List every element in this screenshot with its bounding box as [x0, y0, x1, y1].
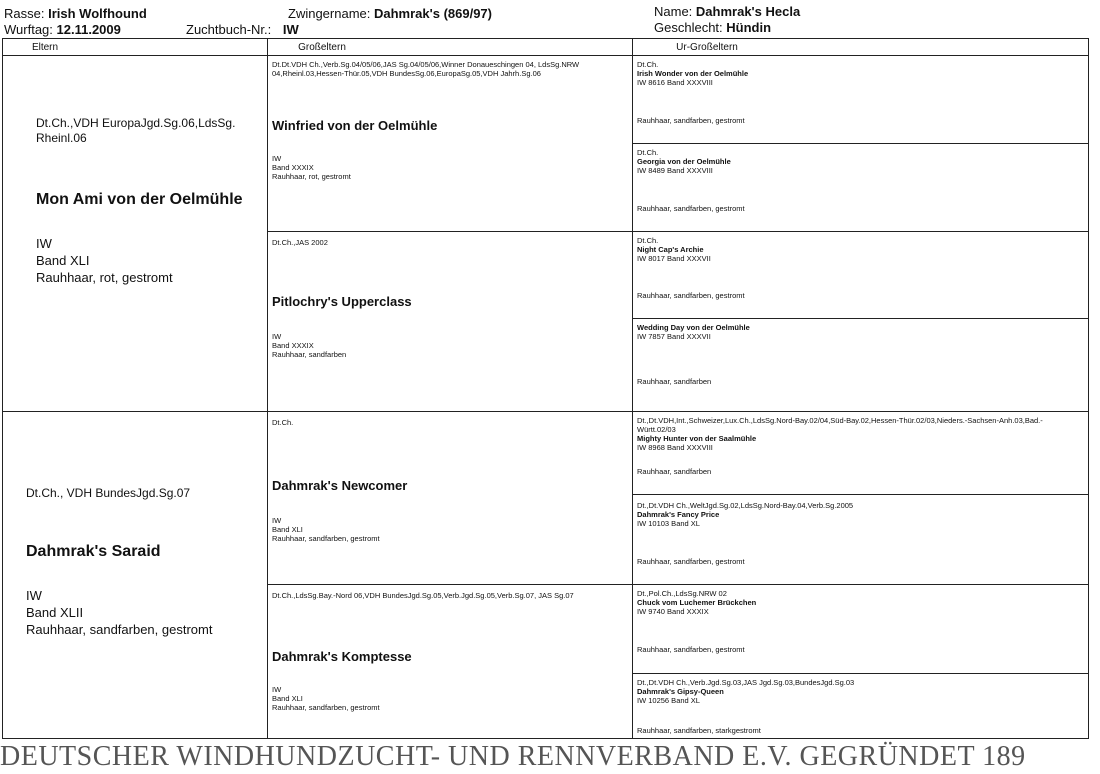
- grandparent-coat: Rauhhaar, sandfarben, gestromt: [272, 534, 380, 543]
- grandparent-coat: Rauhhaar, sandfarben: [272, 350, 347, 359]
- birth-label: Wurftag:: [4, 22, 53, 37]
- birth-value: 12.11.2009: [56, 22, 121, 37]
- great-grandparent-name: Chuck vom Luchemer Brückchen: [637, 598, 757, 607]
- great-grandparent-coat: Rauhhaar, sandfarben: [637, 467, 712, 476]
- great-grandparent-titles: Dt.Ch.: [637, 60, 659, 69]
- name-value: Dahmrak's Hecla: [695, 4, 801, 19]
- kennel-field: [288, 6, 492, 21]
- great-grandparent-reg: IW 10103 Band XL: [637, 519, 700, 528]
- great-grandparent-coat: Rauhhaar, sandfarben: [637, 377, 712, 386]
- great-grandparent-6: [633, 495, 1089, 584]
- grandparent-breed-code: IW: [272, 685, 282, 694]
- association-footer: DEUTSCHER WINDHUNDZUCHT- UND RENNVERBAND E.V. GEGRÜNDET 189: [0, 741, 1026, 772]
- kennel-label: Zwingername:: [288, 6, 371, 21]
- great-grandparent-3: [633, 232, 1089, 318]
- parent-coat: Rauhhaar, rot, gestromt: [36, 270, 173, 285]
- great-grandparent-4: [633, 319, 1089, 411]
- sex-label: Geschlecht:: [654, 20, 723, 35]
- great-grandparent-coat: Rauhhaar, sandfarben, starkgestromt: [637, 726, 761, 735]
- great-grandparent-titles: Dt.,Dt.VDH Ch.,Verb.Jgd.Sg.03,JAS Jgd.Sg.03,BundesJgd.Sg.03: [637, 678, 855, 687]
- grandparent-1: [268, 56, 632, 231]
- studbook-label: Zuchtbuch-Nr.:: [186, 22, 272, 37]
- great-grandparent-reg: IW 10256 Band XL: [637, 696, 700, 705]
- great-grandparent-reg: IW 8017 Band XXXVII: [637, 254, 711, 263]
- parent-name: Mon Ami von der Oelmühle: [36, 191, 243, 208]
- great-grandparent-name: Dahmrak's Gipsy-Queen: [637, 687, 724, 696]
- great-grandparent-name: Irish Wonder von der Oelmühle: [637, 69, 749, 78]
- great-grandparent-titles: Dt.,Dt.VDH,Int.,Schweizer,Lux.Ch.,LdsSg.Nord-Bay.02/04,Süd-Bay.02,Hessen-Thür.02/03,Nieders.-Sachsen-Anh.03,Bad.-Württ.02/03: [637, 416, 1043, 434]
- column-header-parents: Eltern: [31, 42, 59, 53]
- grandparent-titles: Dt.Ch.,JAS 2002: [272, 238, 328, 247]
- great-grandparent-name: Night Cap's Archie: [637, 245, 704, 254]
- grandparent-name: Dahmrak's Newcomer: [272, 478, 408, 493]
- great-grandparent-2: [633, 144, 1089, 231]
- great-grandparent-1: [633, 56, 1089, 143]
- great-grandparent-coat: Rauhhaar, sandfarben, gestromt: [637, 204, 745, 213]
- grandparent-titles: Dt.Dt.VDH Ch.,Verb.Sg.04/05/06,JAS Sg.04/05/06,Winner Donaueschingen 04, LdsSg.NRW 04,Rheinl.03,Hessen-Thür.05,VDH BundesSg.06,EuropaSg.05,VDH Jahrh.Sg.06: [272, 60, 580, 78]
- grandparent-band: Band XXXIX: [272, 341, 314, 350]
- great-grandparent-coat: Rauhhaar, sandfarben, gestromt: [637, 116, 745, 125]
- sex-field: [654, 20, 771, 35]
- parent-breed-code: IW: [26, 588, 42, 603]
- great-grandparent-titles: Dt.,Pol.Ch.,LdsSg.NRW 02: [637, 589, 727, 598]
- kennel-value: Dahmrak's (869/97): [374, 6, 492, 21]
- breed-value: Irish Wolfhound: [48, 6, 147, 21]
- great-grandparent-titles: Dt.Ch.: [637, 148, 659, 157]
- great-grandparent-name: Dahmrak's Fancy Price: [637, 510, 720, 519]
- great-grandparent-name: Wedding Day von der Oelmühle: [637, 323, 750, 332]
- great-grandparent-titles: Dt.Ch.: [637, 236, 659, 245]
- great-grandparent-coat: Rauhhaar, sandfarben, gestromt: [637, 645, 745, 654]
- great-grandparent-reg: IW 7857 Band XXXVII: [637, 332, 711, 341]
- name-label: Name:: [654, 4, 693, 19]
- parent-band: Band XLII: [26, 605, 84, 620]
- great-grandparent-5: [633, 412, 1089, 494]
- grandparent-breed-code: IW: [272, 516, 282, 525]
- grandparent-name: Dahmrak's Komptesse: [272, 649, 412, 664]
- great-grandparent-coat: Rauhhaar, sandfarben, gestromt: [637, 557, 745, 566]
- parent-titles: Dt.Ch.,VDH EuropaJgd.Sg.06,LdsSg. Rheinl.06: [36, 116, 236, 145]
- birth-field: [4, 22, 121, 37]
- grandparent-breed-code: IW: [272, 332, 282, 341]
- column-header-great-grandparents: Ur-Großeltern: [676, 42, 738, 53]
- great-grandparent-coat: Rauhhaar, sandfarben, gestromt: [637, 291, 745, 300]
- great-grandparent-reg: IW 8489 Band XXXVIII: [637, 166, 713, 175]
- breed-label: Rasse:: [4, 6, 45, 21]
- studbook-field: [186, 22, 299, 37]
- grandparent-name: Pitlochry's Upperclass: [272, 294, 412, 309]
- sex-value: Hündin: [726, 20, 772, 35]
- grandparent-band: Band XLI: [272, 694, 303, 703]
- great-grandparent-reg: IW 8968 Band XXXVIII: [637, 443, 713, 452]
- grandparent-name: Winfried von der Oelmühle: [272, 118, 438, 133]
- column-header-grandparents: Großeltern: [298, 42, 346, 53]
- great-grandparent-reg: IW 9740 Band XXXIX: [637, 607, 709, 616]
- grandparent-4: [268, 585, 632, 739]
- great-grandparent-8: [633, 674, 1089, 739]
- great-grandparent-name: Georgia von der Oelmühle: [637, 157, 731, 166]
- grandparent-band: Band XLI: [272, 525, 303, 534]
- parent-name: Dahmrak's Saraid: [26, 543, 161, 560]
- great-grandparent-name: Mighty Hunter von der Saalmühle: [637, 434, 757, 443]
- name-field: [654, 4, 800, 19]
- parent-band: Band XLI: [36, 253, 90, 268]
- great-grandparent-titles: Dt.,Dt.VDH Ch.,WeltJgd.Sg.02,LdsSg.Nord-Bay.04,Verb.Sg.2005: [637, 501, 854, 510]
- grandparent-band: Band XXXIX: [272, 163, 314, 172]
- grandparent-breed-code: IW: [272, 154, 282, 163]
- grandparent-coat: Rauhhaar, rot, gestromt: [272, 172, 351, 181]
- parent-coat: Rauhhaar, sandfarben, gestromt: [26, 622, 213, 637]
- grandparent-titles: Dt.Ch.,LdsSg.Bay.-Nord 06,VDH BundesJgd.Sg.05,Verb.Jgd.Sg.05,Verb.Sg.07, JAS Sg.07: [272, 591, 574, 600]
- great-grandparent-reg: IW 8616 Band XXXVIII: [637, 78, 713, 87]
- grandparent-coat: Rauhhaar, sandfarben, gestromt: [272, 703, 380, 712]
- great-grandparent-7: [633, 585, 1089, 673]
- grandparent-3: [268, 412, 632, 584]
- parent-titles: Dt.Ch., VDH BundesJgd.Sg.07: [26, 486, 191, 500]
- grandparent-titles: Dt.Ch.: [272, 418, 294, 427]
- parent-sire: [30, 56, 267, 411]
- studbook-value: IW: [282, 22, 299, 37]
- parent-dam: [20, 412, 267, 739]
- breed-field: [4, 6, 147, 21]
- parent-breed-code: IW: [36, 236, 52, 251]
- grandparent-2: [268, 232, 632, 411]
